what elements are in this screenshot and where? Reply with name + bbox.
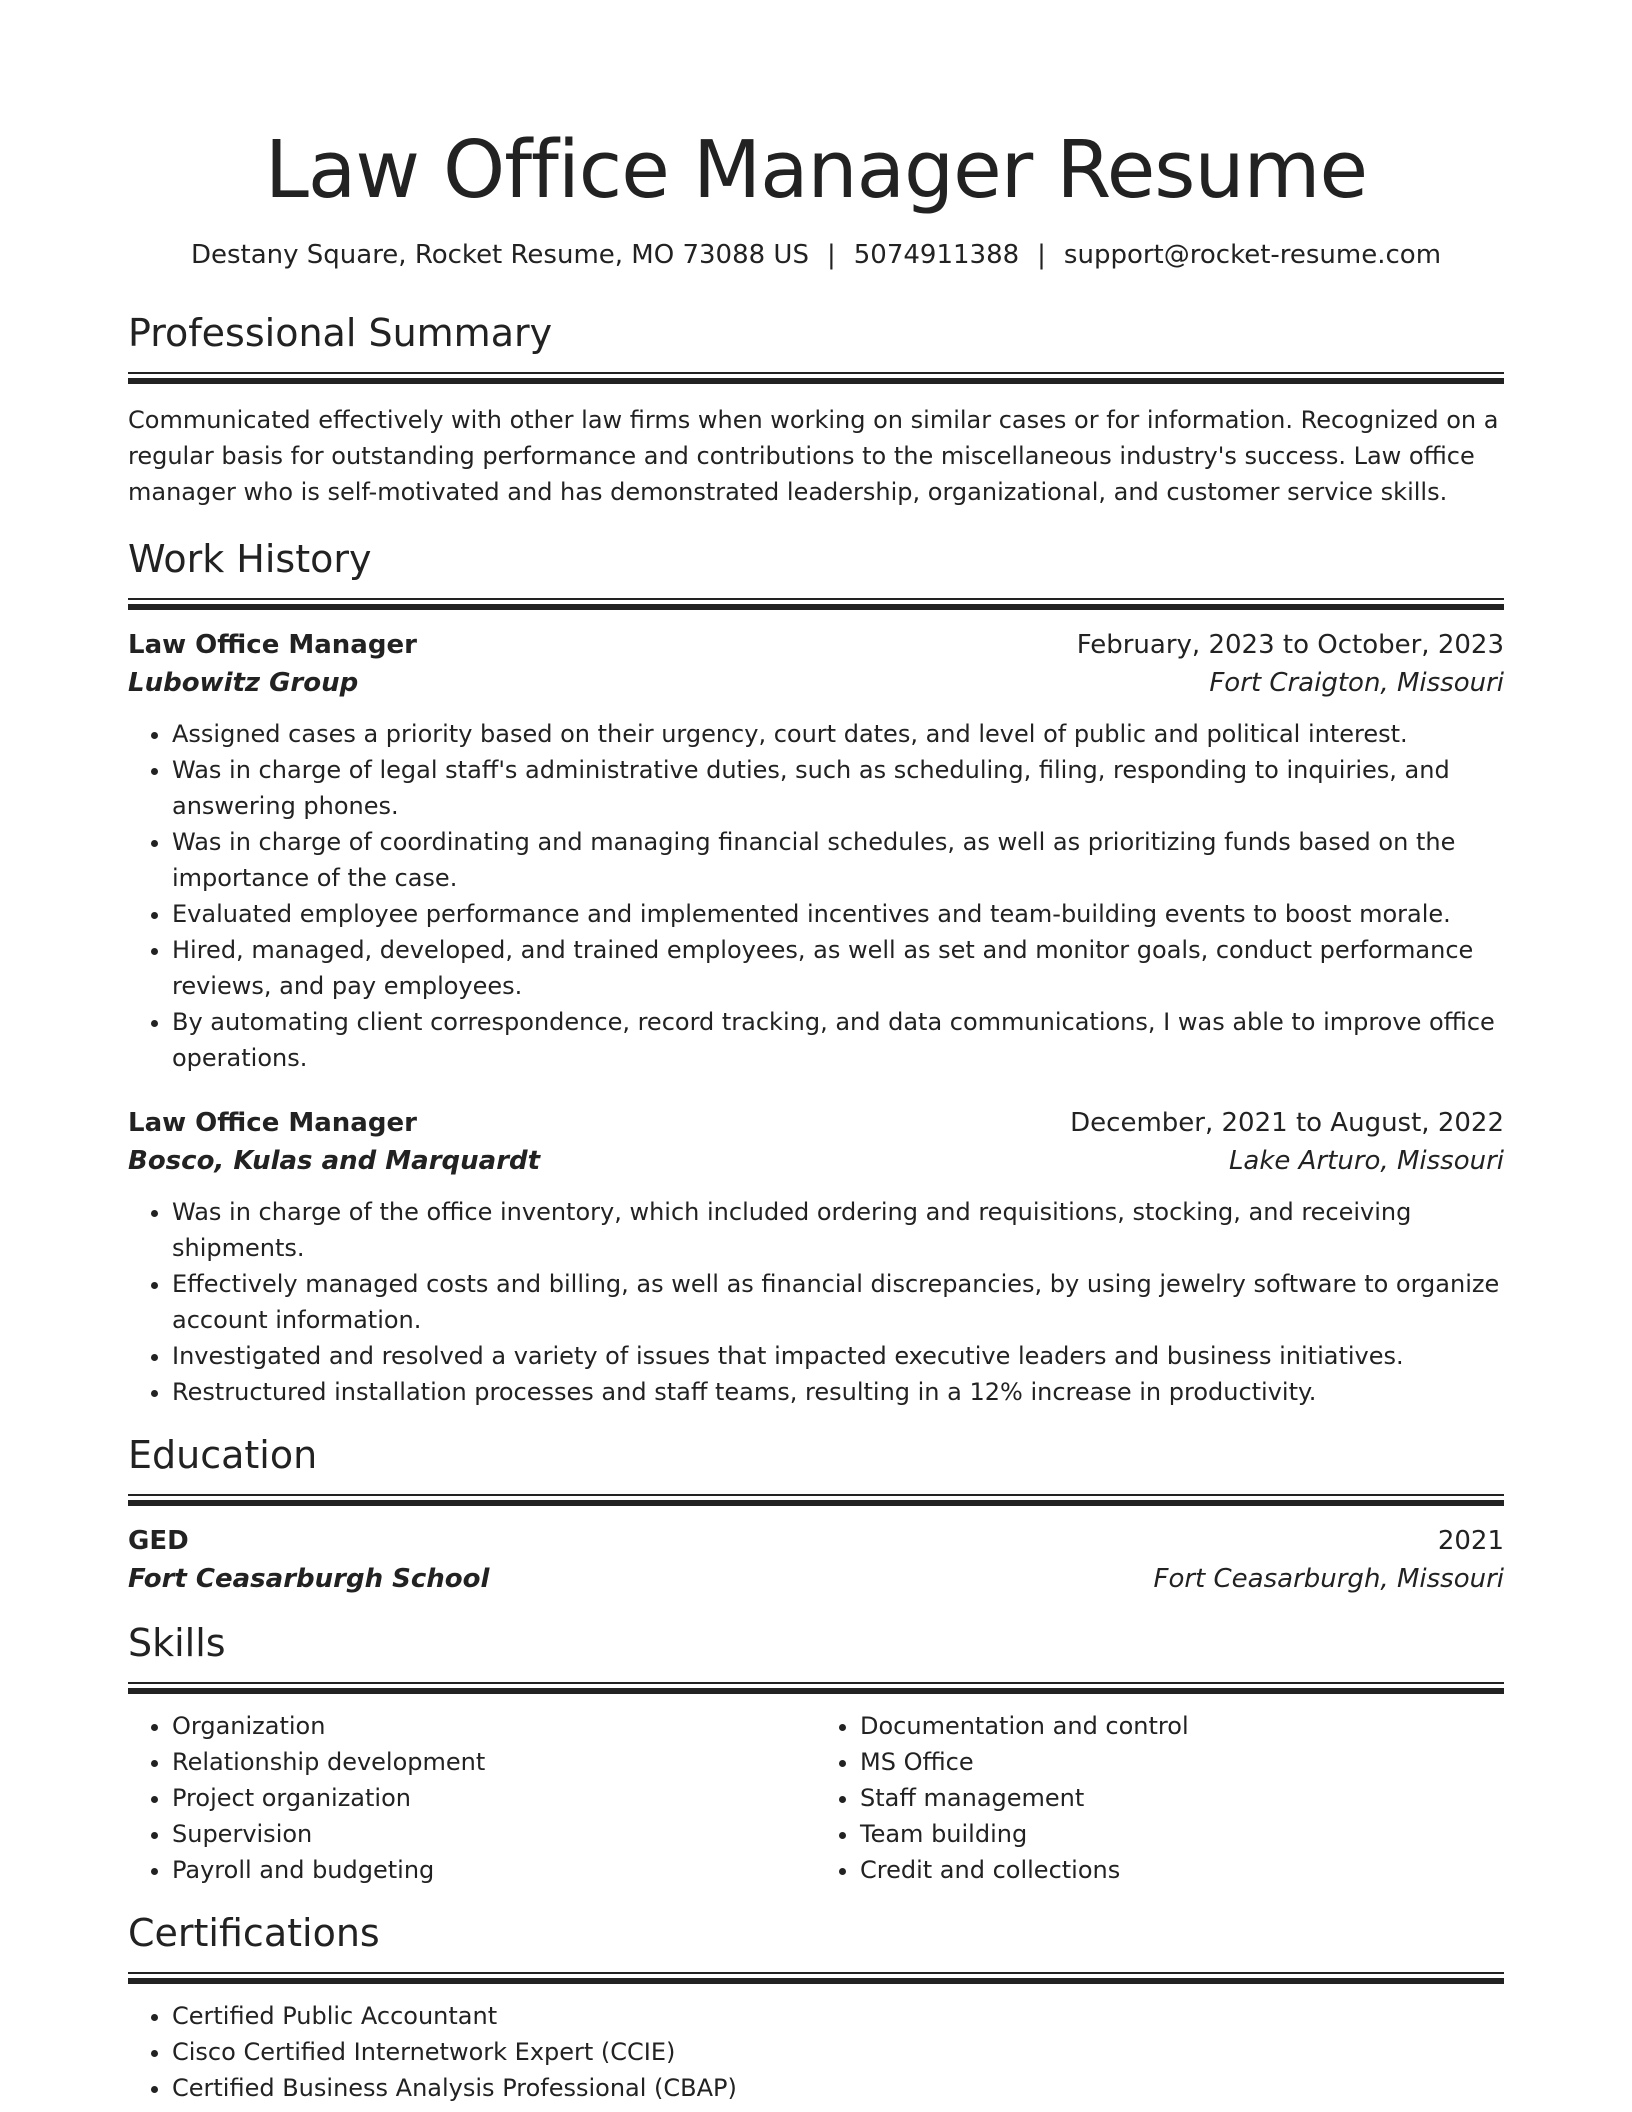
skills-list-right xyxy=(816,1708,1504,1888)
section-heading-summary: Professional Summary xyxy=(128,311,553,355)
skills-section xyxy=(128,1620,1504,1888)
certifications-section xyxy=(128,1910,1504,2106)
list-item: • By automating client correspondence, record tracking, and data communications, I was able to improve office operations. xyxy=(172,1004,1504,1076)
section-divider xyxy=(128,598,1504,610)
job-company: Lubowitz Group xyxy=(128,668,359,698)
contact-address: Destany Square, Rocket Resume, MO 73088 US xyxy=(190,240,809,270)
list-item: • Team building xyxy=(860,1816,1504,1852)
job-entry xyxy=(128,626,1504,1076)
job-bullets xyxy=(128,1194,1504,1410)
skills-list-left xyxy=(128,1708,816,1888)
list-item: • Payroll and budgeting xyxy=(172,1852,816,1888)
work-section xyxy=(128,536,1504,1410)
job-title: Law Office Manager xyxy=(128,630,417,660)
section-heading-certifications: Certifications xyxy=(128,1911,380,1955)
contact-line xyxy=(128,238,1504,272)
job-location: Lake Arturo, Missouri xyxy=(1228,1146,1504,1176)
education-year: 2021 xyxy=(1437,1526,1504,1556)
list-item: • Investigated and resolved a variety of issues that impacted executive leaders and business initiatives. xyxy=(172,1338,1504,1374)
list-item: • Was in charge of legal staff's administrative duties, such as scheduling, filing, responding to inquiries, and answering phones. xyxy=(172,752,1504,824)
job-entry xyxy=(128,1104,1504,1410)
section-divider xyxy=(128,1682,1504,1694)
list-item: • Was in charge of coordinating and managing financial schedules, as well as prioritizing funds based on the importance of the case. xyxy=(172,824,1504,896)
list-item: • Documentation and control xyxy=(860,1708,1504,1744)
section-heading-education: Education xyxy=(128,1433,318,1477)
job-dates: February, 2023 to October, 2023 xyxy=(1076,630,1504,660)
list-item: • Evaluated employee performance and implemented incentives and team-building events to boost morale. xyxy=(172,896,1504,932)
contact-separator: | xyxy=(826,240,836,270)
list-item: • Assigned cases a priority based on their urgency, court dates, and level of public and political interest. xyxy=(172,716,1504,752)
contact-email: support@rocket-resume.com xyxy=(1063,240,1442,270)
contact-phone: 5074911388 xyxy=(853,240,1020,270)
certifications-list xyxy=(128,1998,1504,2106)
section-heading-work: Work History xyxy=(128,537,372,581)
list-item: • Restructured installation processes and staff teams, resulting in a 12% increase in productivity. xyxy=(172,1374,1504,1410)
list-item: • Certified Public Accountant xyxy=(172,1998,1504,2034)
degree: GED xyxy=(128,1526,189,1556)
summary-section xyxy=(128,310,1504,510)
list-item: • Cisco Certified Internetwork Expert (CCIE) xyxy=(172,2034,1504,2070)
job-dates: December, 2021 to August, 2022 xyxy=(1070,1108,1504,1138)
section-divider xyxy=(128,372,1504,384)
list-item: • Was in charge of the office inventory, which included ordering and requisitions, stocking, and receiving shipments. xyxy=(172,1194,1504,1266)
list-item: • MS Office xyxy=(860,1744,1504,1780)
section-divider xyxy=(128,1972,1504,1984)
contact-separator: | xyxy=(1037,240,1046,270)
page-title: Law Office Manager Resume xyxy=(264,124,1368,216)
job-bullets xyxy=(128,716,1504,1076)
list-item: • Relationship development xyxy=(172,1744,816,1780)
section-divider xyxy=(128,1494,1504,1506)
list-item: • Staff management xyxy=(860,1780,1504,1816)
summary-text: Communicated effectively with other law firms when working on similar cases or for information. Recognized on a regular basis for outstanding performance and contributions to the miscellaneous industry's success. Law office manager who is self-motivated and has demonstrated leadership, organizational, and customer service skills. xyxy=(128,406,1499,506)
job-location: Fort Craigton, Missouri xyxy=(1209,668,1504,698)
school-name: Fort Ceasarburgh School xyxy=(128,1564,490,1594)
section-heading-skills: Skills xyxy=(128,1621,226,1665)
education-section xyxy=(128,1432,1504,1598)
list-item: • Credit and collections xyxy=(860,1852,1504,1888)
list-item: • Effectively managed costs and billing, as well as financial discrepancies, by using jewelry software to organize account information. xyxy=(172,1266,1504,1338)
job-company: Bosco, Kulas and Marquardt xyxy=(128,1146,541,1176)
list-item: • Hired, managed, developed, and trained employees, as well as set and monitor goals, conduct performance reviews, and pay employees. xyxy=(172,932,1504,1004)
list-item: • Organization xyxy=(172,1708,816,1744)
list-item: • Project organization xyxy=(172,1780,816,1816)
list-item: • Supervision xyxy=(172,1816,816,1852)
job-title: Law Office Manager xyxy=(128,1108,417,1138)
school-location: Fort Ceasarburgh, Missouri xyxy=(1153,1564,1504,1594)
list-item: • Certified Business Analysis Professional (CBAP) xyxy=(172,2070,1504,2106)
